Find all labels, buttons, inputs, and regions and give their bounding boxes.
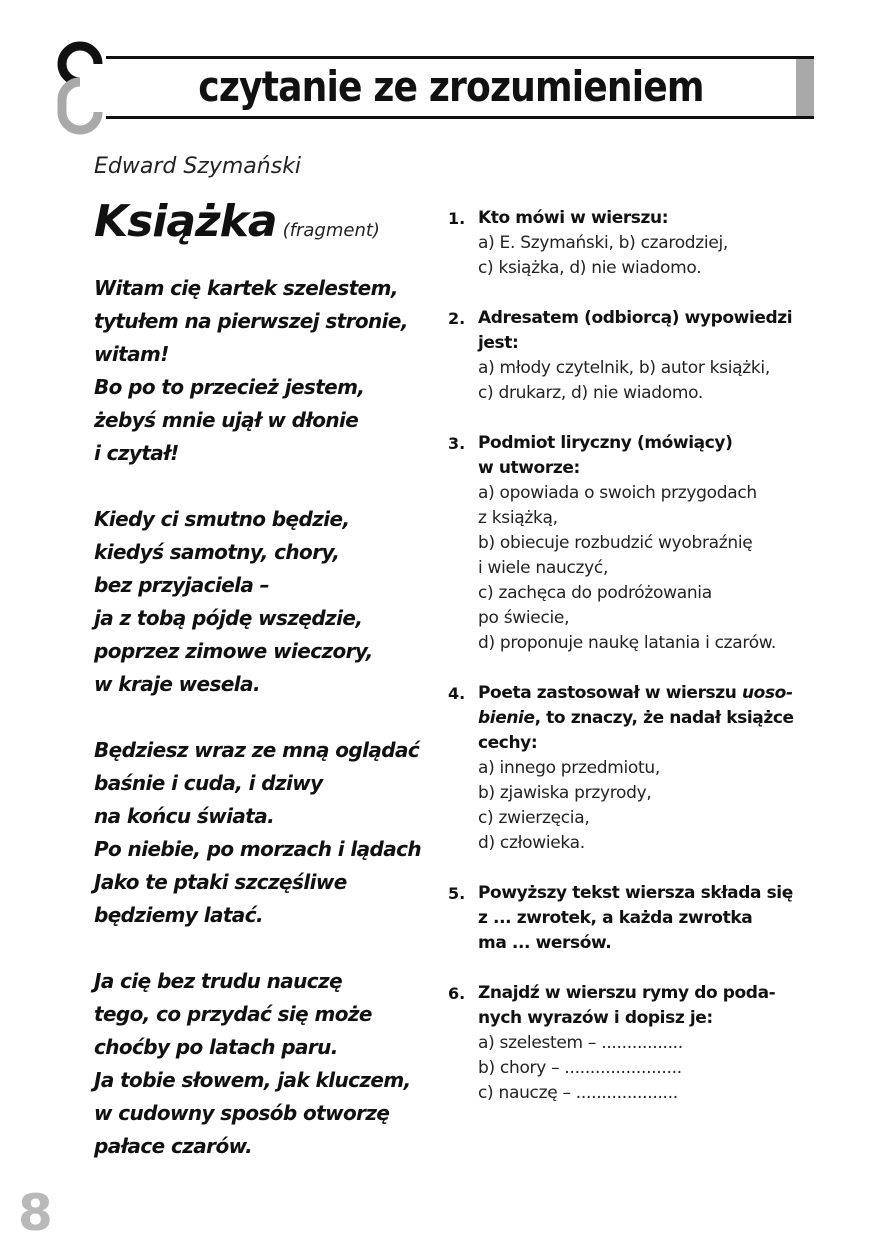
answer-option: a) młody czytelnik, b) autor książki, — [478, 358, 770, 378]
poem-verse: na końcu świata. — [94, 804, 275, 828]
poem-verse: poprzez zimowe wieczory, — [94, 639, 373, 663]
poem-stanza — [94, 503, 434, 701]
poem-verse: w cudowny sposób otworzę — [94, 1101, 390, 1125]
answer-option: c) drukarz, d) nie wiadomo. — [478, 383, 704, 403]
question-number: 5. — [448, 884, 466, 903]
poem-verse: kiedyś samotny, chory, — [94, 540, 340, 564]
poem-verse: Witam cię kartek szelestem, — [94, 276, 398, 300]
poem-verse: ja z tobą pójdę wszędzie, — [94, 606, 363, 630]
question-item — [448, 431, 818, 656]
poem-verse: tytułem na pierwszej stronie, — [94, 309, 408, 333]
question-text: nych wyrazów i dopisz je: — [478, 1008, 713, 1028]
poem-verse: bez przyjaciela – — [94, 573, 270, 597]
answer-option: z książką, — [478, 508, 558, 528]
answer-option: c) zachęca do podróżowania — [478, 583, 712, 603]
question-item — [448, 306, 818, 406]
question-item — [448, 681, 818, 856]
poem-verse: Jako te ptaki szczęśliwe — [94, 870, 347, 894]
question-text-part: , to znaczy, że nadał książce — [534, 708, 794, 728]
header-rule-bottom — [106, 116, 814, 119]
poem-verse: Po niebie, po morzach i lądach — [94, 837, 422, 861]
question-item — [448, 881, 818, 956]
answer-option: c) nauczę – .................... — [478, 1083, 678, 1103]
page-title: czytanie ze zrozumieniem — [198, 62, 704, 111]
poem-stanza — [94, 965, 434, 1163]
poem-verse: pałace czarów. — [94, 1134, 253, 1158]
question-term: uoso- — [741, 683, 793, 703]
poem-title-text: Książka — [94, 196, 277, 247]
question-list — [448, 206, 818, 1131]
answer-option: b) zjawiska przyrody, — [478, 783, 652, 803]
question-text: Podmiot liryczny (mówiący) — [478, 433, 733, 453]
poem-verse: będziemy latać. — [94, 903, 263, 927]
question-number: 6. — [448, 984, 466, 1003]
question-text: Znajdź w wierszu rymy do poda- — [478, 983, 776, 1003]
chapter-logo-icon — [56, 40, 104, 136]
question-text: Kto mówi w wierszu: — [478, 208, 669, 228]
question-number: 4. — [448, 684, 466, 703]
answer-option: a) szelestem – ................ — [478, 1033, 683, 1053]
question-text — [478, 681, 818, 706]
poem-subtitle: (fragment) — [282, 220, 380, 241]
question-text — [478, 706, 818, 731]
poem-verse: choćby po latach paru. — [94, 1035, 338, 1059]
poem-verse: Ja cię bez trudu nauczę — [94, 969, 343, 993]
question-number: 1. — [448, 209, 466, 228]
poem-verse: w kraje wesela. — [94, 672, 260, 696]
page-number: 8 — [18, 1184, 53, 1242]
question-text: ma ... wersów. — [478, 933, 612, 953]
answer-option: b) obiecuje rozbudzić wyobraźnię — [478, 533, 753, 553]
question-text: w utworze: — [478, 458, 580, 478]
question-number: 2. — [448, 309, 466, 328]
poem-verse: i czytał! — [94, 441, 179, 465]
header-accent-bar — [796, 59, 814, 116]
poem-body — [94, 272, 434, 1196]
poem-author: Edward Szymański — [94, 154, 302, 179]
poem-title — [94, 196, 380, 247]
poem-stanza — [94, 272, 434, 470]
question-text: Powyższy tekst wiersza składa się — [478, 883, 793, 903]
poem-verse: Kiedy ci smutno będzie, — [94, 507, 350, 531]
question-text: cechy: — [478, 733, 538, 753]
question-text-part: Poeta zastosował w wierszu — [478, 683, 742, 703]
poem-stanza — [94, 734, 434, 932]
answer-option: c) książka, d) nie wiadomo. — [478, 258, 702, 278]
question-text: jest: — [478, 333, 519, 353]
question-term: bienie — [478, 708, 535, 728]
poem-verse: żebyś mnie ujął w dłonie — [94, 408, 359, 432]
question-item — [448, 981, 818, 1106]
poem-verse: Bo po to przecież jestem, — [94, 375, 365, 399]
poem-verse: Ja tobie słowem, jak kluczem, — [94, 1068, 411, 1092]
answer-option: a) opowiada o swoich przygodach — [478, 483, 757, 503]
question-text: Adresatem (odbiorcą) wypowiedzi — [478, 308, 793, 328]
poem-verse: tego, co przydać się może — [94, 1002, 372, 1026]
poem-verse: baśnie i cuda, i dziwy — [94, 771, 323, 795]
poem-verse: witam! — [94, 342, 169, 366]
answer-option: a) E. Szymański, b) czarodziej, — [478, 233, 729, 253]
poem-verse: Będziesz wraz ze mną oglądać — [94, 738, 420, 762]
answer-option: po świecie, — [478, 608, 570, 628]
question-text: z ... zwrotek, a każda zwrotka — [478, 908, 753, 928]
answer-option: i wiele nauczyć, — [478, 558, 609, 578]
answer-option: d) proponuje naukę latania i czarów. — [478, 633, 776, 653]
question-item — [448, 206, 818, 281]
answer-option: a) innego przedmiotu, — [478, 758, 660, 778]
answer-option: c) zwierzęcia, — [478, 808, 590, 828]
answer-option: d) człowieka. — [478, 833, 585, 853]
question-number: 3. — [448, 434, 466, 453]
answer-option: b) chory – ....................... — [478, 1058, 682, 1078]
